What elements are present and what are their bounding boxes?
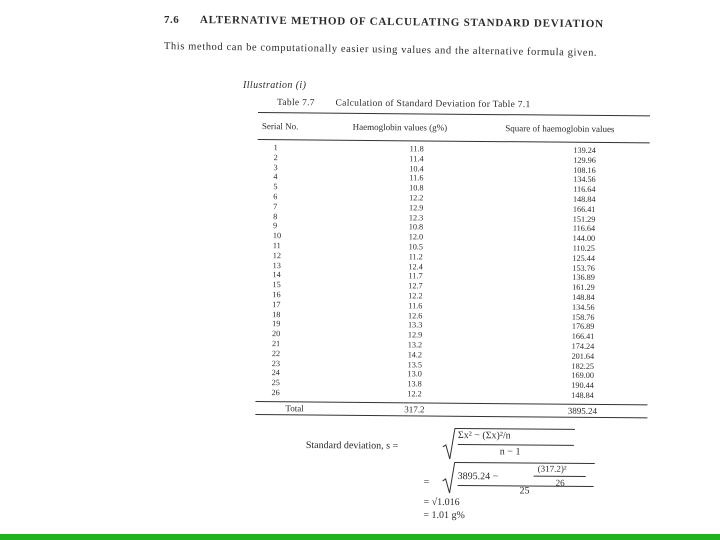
col-hb-header: Haemoglobin values (g%)	[352, 121, 448, 133]
inner-fraction-numerator: (317.2)²	[537, 463, 567, 474]
hb-cell: 10.8	[409, 183, 424, 193]
serial-cell: 5	[273, 182, 278, 192]
serial-cell: 23	[271, 358, 281, 368]
hb-cell: 11.2	[408, 252, 423, 262]
formula-denominator-2: 25	[519, 485, 530, 497]
section-number: 7.6	[164, 14, 180, 26]
square-cell: 153.76	[572, 263, 595, 273]
hb-cell: 10.4	[409, 163, 424, 174]
table-header	[258, 113, 650, 142]
hb-cell: 12.6	[408, 310, 423, 320]
square-cell: 134.56	[573, 175, 596, 185]
serial-cell: 17	[272, 299, 281, 309]
serial-cell: 14	[272, 270, 281, 280]
square-cell: 116.64	[573, 184, 596, 195]
hb-cell: 13.8	[407, 379, 422, 389]
section-title: ALTERNATIVE METHOD OF CALCULATING STANDARD DEVIATION	[199, 14, 604, 31]
serial-cell: 9	[272, 221, 278, 231]
hb-cell: 12.4	[408, 261, 423, 272]
square-cell: 176.89	[571, 322, 595, 332]
square-cell: 169.00	[571, 371, 595, 381]
radical-sign-2	[442, 461, 456, 495]
hb-cell: 11.7	[408, 271, 423, 281]
formula-label: Standard deviation, s =	[305, 439, 399, 452]
slide-bottom-bar	[0, 534, 720, 540]
serial-cell: 8	[273, 211, 278, 221]
square-cell: 110.25	[572, 243, 595, 253]
serial-cell: 2	[273, 152, 278, 162]
hb-cell: 12.3	[408, 212, 424, 223]
hb-cell: 12.9	[407, 330, 423, 340]
serial-cell: 25	[271, 378, 280, 388]
radical-bar-2	[455, 462, 595, 464]
hb-cell: 13.5	[407, 359, 422, 369]
serial-cell: 12	[272, 250, 281, 260]
square-cell: 166.41	[571, 331, 595, 342]
square-cell: 136.89	[572, 273, 595, 283]
square-cell: 108.16	[573, 165, 596, 175]
square-cell: 182.25	[571, 361, 595, 371]
serial-cell: 20	[272, 329, 281, 339]
total-label: Total	[285, 402, 304, 414]
col-square-header: Square of haemoglobin values	[505, 122, 615, 134]
serial-cell: 7	[273, 201, 278, 211]
square-cell: 148.84	[572, 194, 596, 204]
square-cell: 125.44	[572, 253, 596, 263]
inner-fraction-bar	[534, 476, 586, 477]
hb-cell: 10.8	[408, 222, 424, 232]
serial-cell: 1	[273, 143, 278, 153]
square-cell: 148.84	[571, 390, 594, 400]
table-caption	[277, 98, 531, 110]
serial-cell: 11	[272, 241, 281, 251]
serial-cell: 18	[272, 309, 281, 319]
serial-cell: 6	[273, 192, 278, 202]
square-cell: 144.00	[572, 233, 596, 244]
square-cell: 129.96	[573, 155, 596, 165]
square-cell: 201.64	[571, 351, 595, 361]
hb-cell: 11.6	[408, 301, 423, 311]
serial-cell: 24	[271, 368, 280, 378]
formula-equals-2: =	[423, 476, 430, 488]
serial-cell: 15	[272, 280, 281, 290]
serial-cell: 4	[273, 172, 278, 182]
hb-cell: 13.0	[407, 369, 422, 379]
square-cell: 166.41	[572, 204, 596, 214]
formula-numerator-1: Σx² − (Σx)²/n	[457, 430, 511, 442]
sd-formula	[305, 426, 606, 524]
total-hb: 317.2	[404, 404, 425, 415]
table-caption-label: Table 7.7	[276, 98, 315, 109]
radical-sign-1	[442, 427, 456, 461]
square-cell: 116.64	[572, 224, 596, 234]
hb-cell: 14.2	[407, 350, 423, 360]
hb-cell: 11.8	[409, 144, 424, 154]
section-intro: This method can be computationally easier using values and the alternative formula given.	[163, 41, 598, 59]
serial-cell: 21	[271, 339, 281, 349]
square-cell: 158.76	[571, 312, 595, 322]
square-cell: 190.44	[571, 380, 594, 391]
hb-cell: 12.0	[408, 232, 424, 242]
hb-cell: 13.2	[407, 340, 423, 350]
serial-cell: 26	[271, 388, 280, 398]
hb-cell: 11.4	[409, 154, 424, 164]
serial-cell: 16	[272, 290, 281, 300]
formula-denominator-1: n − 1	[499, 446, 521, 458]
inner-fraction-denominator: 26	[555, 477, 565, 488]
illustration-label: Illustration (i)	[243, 80, 307, 91]
sd-table	[255, 112, 650, 418]
serial-cell: 19	[272, 319, 281, 329]
hb-cell: 13.3	[407, 320, 423, 330]
table-row	[256, 388, 648, 401]
formula-numerator-2: 3895.24 −	[457, 471, 499, 483]
square-cell: 148.84	[572, 292, 595, 302]
serial-cell: 3	[273, 162, 278, 172]
hb-cell: 11.6	[409, 173, 424, 183]
table-caption-text: Calculation of Standard Deviation for Table 7.1	[335, 98, 531, 111]
hb-cell: 12.2	[408, 291, 423, 301]
col-serial-header: Serial No.	[261, 120, 299, 131]
square-cell: 174.24	[571, 341, 595, 351]
hb-cell: 10.5	[408, 242, 424, 252]
formula-line-3: = √1.016	[423, 496, 460, 509]
serial-cell: 10	[272, 231, 282, 241]
total-square: 3895.24	[567, 405, 598, 416]
hb-cell: 12.2	[407, 389, 422, 399]
serial-cell: 22	[271, 348, 281, 358]
square-cell: 139.24	[573, 145, 596, 155]
hb-cell: 12.9	[408, 203, 424, 213]
formula-line-4: = 1.01 g%	[423, 509, 465, 522]
table-body	[255, 140, 649, 404]
hb-cell: 12.2	[409, 193, 424, 203]
serial-cell: 13	[272, 260, 281, 270]
hb-cell: 12.7	[408, 281, 423, 291]
square-cell: 161.29	[572, 282, 595, 293]
square-cell: 134.56	[572, 302, 595, 312]
square-cell: 151.29	[572, 214, 596, 224]
